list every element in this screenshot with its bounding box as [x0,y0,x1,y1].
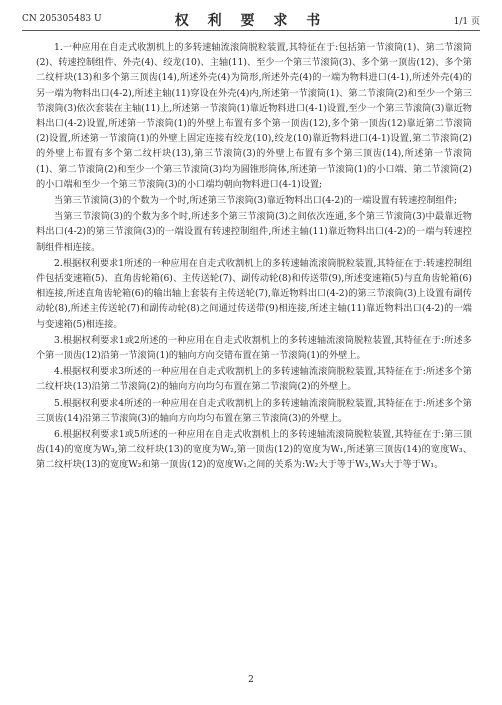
page-header [22,10,480,32]
claim-6: 6.根据权利要求1或5所述的一种应用在自走式收割机上的多转速轴流滚筒脱粒装置,其特征在于:第三顶齿(14)的宽度为W₃,第二纹杆块(13)的宽度为W₂,第一顶齿(12)的宽度为W₁,所述第三顶齿(14)的宽度W₃、第二纹杆块(13)的宽度W₂和第一顶齿(12)的宽度W₁之间的关系为:W₂大于等于W₃,W₃大于等于W₁。 [36,429,472,471]
claim-5: 5.根据权利要求4所述的一种应用在自走式收割机上的多转速轴流滚筒脱粒装置,其特征在于:所述多个第三顶齿(14)沿第三节滚筒(3)的轴向方向均匀布置在第三节滚筒(3)的外壁上。 [36,397,472,424]
page-number: 2 [248,675,254,685]
claim-1-case-single: 当第三节滚筒(3)的个数为一个时,所述第三节滚筒(3)靠近物料出口(4-2)的一端设置有转速控制组件; [54,195,458,207]
claim-1: 1.一种应用在自走式收割机上的多转速轴流滚筒脱粒装置,其特征在于:包括第一节滚筒(1)、第二节滚筒(2)、转速控制组件、外壳(4)、绞龙(10)、主轴(11)、至少一个第三节滚筒(3)、多个第一顶齿(12)、多个第二纹杆块(13)和多个第三顶齿(14),所述外壳(4)为筒形,所述外壳(4)的一端为物料进口(4-1),所述外壳(4)的另一端为物料出口(4-2),所述主轴(11)穿设在外壳(4)内,所述第一节滚筒(1)、第二节滚筒(2)和至少一个第三节滚筒(3)依次套装在主轴(11)上,所述第一节滚筒(1)靠近物料进口(4-1)设置,至少一个第三节滚筒(3)靠近物料出口(4-2)设置,所述第一节滚筒(1)的外壁上布置有多个第一顶齿(12),多个第一顶齿(12)靠近第二节滚筒(2)设置,所述第一节滚筒(1)的外壁上固定连接有绞龙(10),绞龙(10)靠近物料进口(4-1)设置,第二节滚筒(2)的外壁上布置有多个第二纹杆块(13),第三节滚筒(3)的外壁上布置有多个第三顶齿(14),所述第一节滚筒(1)、第二节滚筒(2)和至少一个第三节滚筒(3)均为圆锥形筒体,所述第一节滚筒(1)的小口端、第二节滚筒(2)的小口端和至少一个第三节滚筒(3)的小口端均朝向物料进口(4-1)设置; [36,42,472,190]
page-reference: 1/1 页 [453,17,480,27]
claims-body [36,40,472,474]
claim-1-case-multiple: 当第三节滚筒(3)的个数为多个时,所述多个第三节滚筒(3)之间依次连通,多个第三节滚筒(3)中最靠近物料出口(4-2)的第三节滚筒(3)的一端设置有转速控制组件,所述主轴(11)靠近物料出口(4-2)的一端与转速控制组件相连接。 [36,211,472,253]
document-number: CN 205305483 U [22,14,102,24]
document-title: 权 利 要 求 书 [174,13,328,29]
claim-3: 3.根据权利要求1或2所述的一种应用在自走式收割机上的多转速轴流滚筒脱粒装置,其特征在于:所述多个第一顶齿(12)沿第一节滚筒(1)的轴向方向交错布置在第一节滚筒(1)的外壁上。 [36,334,472,362]
claim-2: 2.根据权利要求1所述的一种应用在自走式收割机上的多转速轴流滚筒脱粒装置,其特征在于:转速控制组件包括变速箱(5)、直角齿轮箱(6)、主传送轮(7)、副传动轮(8)和传送带(9),所述变速箱(5)与直角齿轮箱(6)相连接,所述直角齿轮箱(6)的输出轴上套装有主传送轮(7),靠近物料出口(4-2)的第三节滚筒(3)上设置有副传动轮(8),所述主传送轮(7)和副传动轮(8)之间通过传送带(9)相连接,所述主轴(11)靠近物料出口(4-2)的一端与变速箱(5)相连接。 [36,257,472,330]
claim-4: 4.根据权利要求3所述的一种应用在自走式收割机上的多转速轴流滚筒脱粒装置,其特征在于:所述多个第二纹杆块(13)沿第二节滚筒(2)的轴向方向均匀布置在第二节滚筒(2)的外壁上。 [36,366,472,393]
header-divider [22,30,480,31]
